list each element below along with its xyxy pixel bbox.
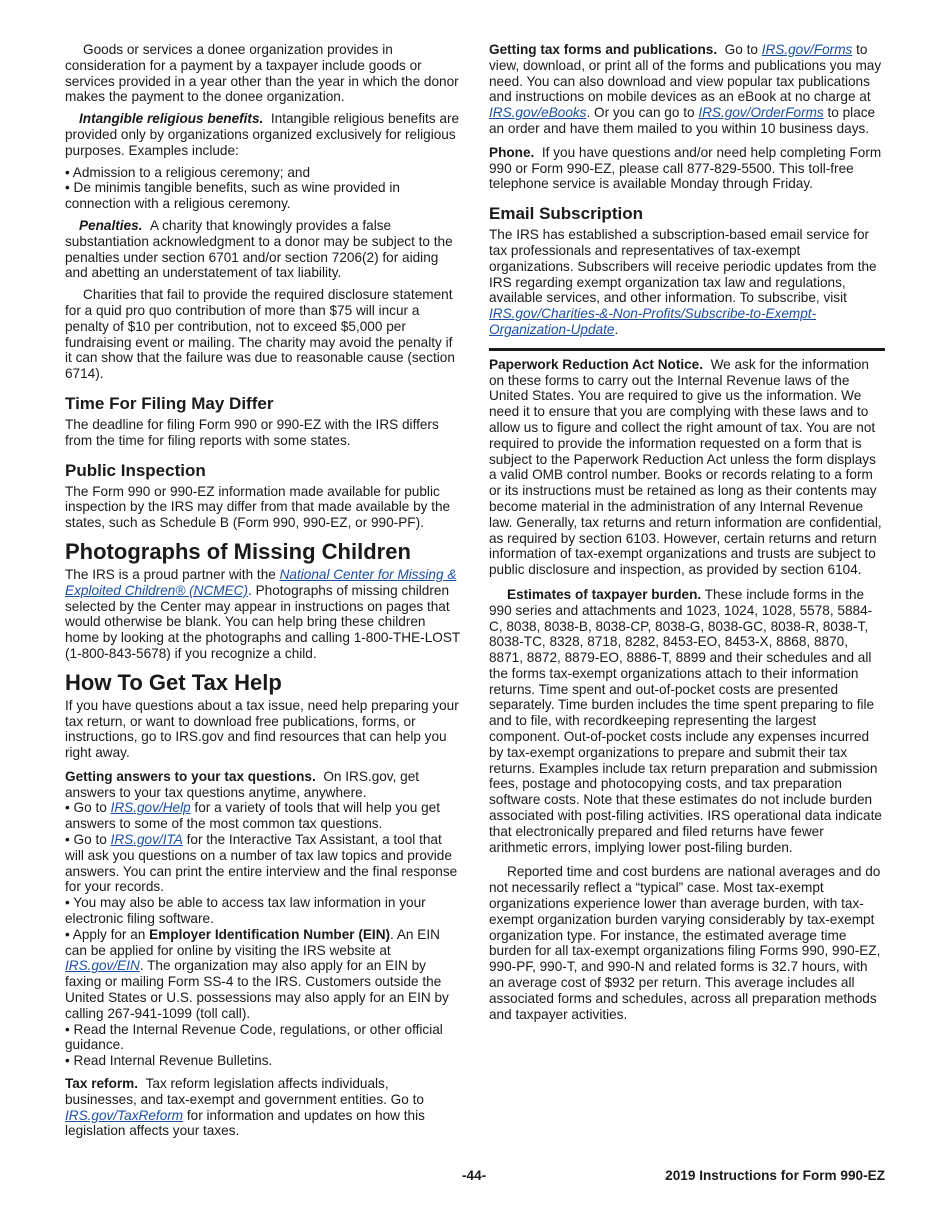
penalties-title: Penalties. xyxy=(79,217,143,233)
bullet-help-post: for a variety of tools that will help you get answers to some of the most common tax questions. xyxy=(65,800,441,832)
time-for-filing-text: The deadline for filing Form 990 or 990-EZ with the IRS differs from the time for filing reports with some states. xyxy=(65,416,439,448)
tax-help-heading: How To Get Tax Help xyxy=(65,669,282,695)
time-for-filing-heading: Time For Filing May Differ xyxy=(65,393,274,413)
bullet-ita-pre: • Go to xyxy=(65,832,111,848)
phone-text: If you have questions and/or need help completing Form 990 or Form 990-EZ, please call 877-829-5500. This toll-free telephone service is available Monday through Friday. xyxy=(489,144,882,192)
bullet-ein xyxy=(65,927,461,1022)
estimates-title: Estimates of taxpayer burden. xyxy=(507,586,702,602)
bullet-electronic-filing: • You may also be able to access tax law information in your electronic filing software. xyxy=(65,895,426,927)
phone-paragraph xyxy=(489,145,885,192)
getting-answers-paragraph xyxy=(65,769,461,801)
photographs-text-post: . Photographs of missing children selected by the Center may appear in instructions on pages that would otherwise be blank. You can help bring these children home by looking at the photographs and calling 1-800-THE-LOST (1-800-843-5678) if you recognize a child. xyxy=(65,582,460,661)
reported-burden-paragraph: Reported time and cost burdens are national averages and do not necessarily reflect a “typical” case. Most tax-exempt organizations experience lower than average burden, with tax-exempt organization burden varying considerably by tax-exempt organization type. For instance, the estimated average time burden for all tax-exempt organizations filing Forms 990, 990-EZ, 990-PF, 990-T, and 990-N and related forms is 32.7 hours, with an average cost of $932 per return. This average includes all associated forms and schedules, across all preparation methods and taxpayer activities. xyxy=(489,864,881,1022)
bullet-ita-post: for the Interactive Tax Assistant, a tool that will ask you questions on a number of tax law topics and provide answers. You can print the entire interview and the final response for your records. xyxy=(65,832,458,895)
tax-forms-mid2: . Or you can go to xyxy=(586,105,699,121)
subscribe-link[interactable]: IRS.gov/Charities-&-Non-Profits/Subscribe-to-Exempt-Organization-Update xyxy=(489,306,817,337)
right-column xyxy=(489,42,885,1028)
bullet-admission: • Admission to a religious ceremony; and xyxy=(65,164,311,180)
religious-benefits-paragraph xyxy=(65,111,461,158)
irs-ebooks-link[interactable]: IRS.gov/eBooks xyxy=(489,105,587,121)
photographs-text-pre: The IRS is a proud partner with the xyxy=(65,566,280,582)
email-subscription-pre: The IRS has established a subscription-based email service for tax professionals and representatives of tax-exempt organizations. Subscribers will receive periodic updates from the IRS regarding exempt organization tax law and regulations, available services, and other information. To subscribe, visit xyxy=(489,227,877,306)
charities-paragraph: Charities that fail to provide the required disclosure statement for a quid pro quo contribution of more than $75 will incur a penalty of $10 per contribution, not to exceed $5,000 per fundraising event or mailing. The charity may avoid the penalty if it can show that the failure was due to reasonable cause (section 6714). xyxy=(65,287,455,382)
page-footer xyxy=(65,1168,885,1186)
tax-reform-pre: Tax reform legislation affects individuals, businesses, and tax-exempt and government entities. Go to xyxy=(65,1076,424,1107)
paperwork-title: Paperwork Reduction Act Notice. xyxy=(489,356,704,372)
goods-services-paragraph: Goods or services a donee organization provides in consideration for a payment by a taxpayer include goods or services provided in a year other than the year in which the donor makes the payment to the donee organization. xyxy=(65,42,459,105)
bullet-revenue-bulletins: • Read Internal Revenue Bulletins. xyxy=(65,1053,273,1069)
religious-benefits-title: Intangible religious benefits. xyxy=(79,111,264,127)
public-inspection-heading: Public Inspection xyxy=(65,460,206,480)
phone-title: Phone. xyxy=(489,144,535,160)
estimates-text: These include forms in the 990 series and attachments and 1023, 1024, 1028, 5578, 5884-C, 8038, 8038-B, 8038-CP, 8038-G, 8038-GC, 8038-R, 8038-T, 8038-TC, 8328, 8718, 8282, 8453-EO, 8453-X, 8868, 8870, 8871, 8872, 8879-EO, 8886-T, 8899 and their schedules and all the forms tax-exempt organizations attach to their information returns. Time spent and out-of-pocket costs are presented separately. Time burden includes the time spent preparing to file and to file, with recordkeeping representing the largest component. Out-of-pocket costs include any expenses incurred by tax-exempt organizations to prepare and submit their tax returns. Examples include tax return preparation and submission fees, postage and photocopying costs, and tax preparation software costs. Note that these estimates do not include burden associated with post-filing activities. IRS operational data indicate that electronically prepared and filed returns have fewer arithmetic errors, implying lower post-filing burden. xyxy=(489,586,882,855)
religious-benefits-text: Intangible religious benefits are provided only by organizations organized exclusively for religious purposes. Examples include: xyxy=(65,111,460,158)
email-subscription-heading: Email Subscription xyxy=(489,204,643,224)
left-column xyxy=(65,42,461,1145)
irs-orderforms-link[interactable]: IRS.gov/OrderForms xyxy=(698,105,824,121)
form-name: 2019 Instructions for Form 990-EZ xyxy=(665,1168,885,1183)
tax-forms-paragraph xyxy=(489,42,885,137)
estimates-paragraph xyxy=(489,587,885,856)
tax-reform-post: for information and updates on how this legislation affects your taxes. xyxy=(65,1107,425,1139)
tax-help-text: If you have questions about a tax issue, need help preparing your tax return, or want to download free publications, forms, or instructions, go to IRS.gov and find resources that can help you right away. xyxy=(65,697,459,761)
getting-answers-text: On IRS.gov, get answers to your tax questions anytime, anywhere. xyxy=(65,768,420,800)
paperwork-text: We ask for the information on these forms to carry out the Internal Revenue laws of the United States. You are required to give us the information. We need it to ensure that you are complying with these laws and to allow us to figure and collect the right amount of tax. You are not required to provide the information requested on a form that is subject to the Paperwork Reduction Act unless the form displays a valid OMB control number. Books or records relating to a form or its instructions must be retained as long as their contents may become material in the administration of any Internal Revenue law. Generally, tax returns and return information are confidential, as required by section 6103. However, certain returns and return information of tax-exempt organizations and trusts are subject to public disclosure and inspection, as provided by section 6104. xyxy=(489,356,882,578)
getting-answers-title: Getting answers to your tax questions. xyxy=(65,768,316,784)
irs-ein-link[interactable]: IRS.gov/EIN xyxy=(65,958,140,974)
email-subscription-post: . xyxy=(614,321,619,337)
tax-reform-title: Tax reform. xyxy=(65,1076,139,1092)
irs-forms-link[interactable]: IRS.gov/Forms xyxy=(761,42,853,57)
penalties-paragraph xyxy=(65,218,461,281)
bullet-ein-mid: . An EIN can be applied for online by visiting the IRS website at xyxy=(65,926,440,958)
bullet-ein-post: . The organization may also apply for an EIN by faxing or mailing Form SS-4 to the IRS. Customers outside the United States or U.S. possessions may also apply for an EIN by calling 267-941-1099 (toll call). xyxy=(65,958,449,1021)
public-inspection-text: The Form 990 or 990-EZ information made available for public inspection by the IRS may differ from that made available by the states, such as Schedule B (Form 990, 990-EZ, or 990-PF). xyxy=(65,483,451,531)
irs-help-link[interactable]: IRS.gov/Help xyxy=(110,800,191,816)
tax-forms-pre: Go to xyxy=(724,42,762,57)
tax-forms-title: Getting tax forms and publications. xyxy=(489,42,718,57)
photographs-paragraph xyxy=(65,567,461,662)
tax-forms-mid1: to view, download, or print all of the forms and publications you may need. You can also download and view popular tax publications and instructions on mobile devices as an eBook at no charge at xyxy=(489,42,882,105)
paperwork-paragraph xyxy=(489,357,885,578)
bullet-irs-ita xyxy=(65,832,461,895)
tax-reform-paragraph xyxy=(65,1076,461,1139)
irs-ita-link[interactable]: IRS.gov/ITA xyxy=(110,832,183,848)
bullet-help-pre: • Go to xyxy=(65,800,111,816)
ncmec-link[interactable]: National Center for Missing & Exploited Children® (NCMEC) xyxy=(65,566,457,598)
photographs-heading: Photographs of Missing Children xyxy=(65,538,411,564)
tax-reform-link[interactable]: IRS.gov/TaxReform xyxy=(65,1107,184,1123)
page-number: -44- xyxy=(462,1168,487,1183)
bullet-irs-help xyxy=(65,800,461,832)
bullet-ein-pre: • Apply for an xyxy=(65,926,150,942)
email-subscription-paragraph xyxy=(489,227,885,338)
bullet-internal-revenue-code: • Read the Internal Revenue Code, regulations, or other official guidance. xyxy=(65,1021,443,1053)
ein-bold-text: Employer Identification Number (EIN) xyxy=(149,926,391,942)
penalties-text: A charity that knowingly provides a false substantiation acknowledgment to a donor may be subject to the penalties under section 6701 and/or section 7206(2) for aiding and abetting an understatement of tax liability. xyxy=(65,217,453,281)
tax-forms-post: to place an order and have them mailed to you within 10 business days. xyxy=(489,105,876,136)
bullet-de-minimis: • De minimis tangible benefits, such as wine provided in connection with a religious ceremony. xyxy=(65,180,400,212)
section-divider xyxy=(489,348,885,351)
